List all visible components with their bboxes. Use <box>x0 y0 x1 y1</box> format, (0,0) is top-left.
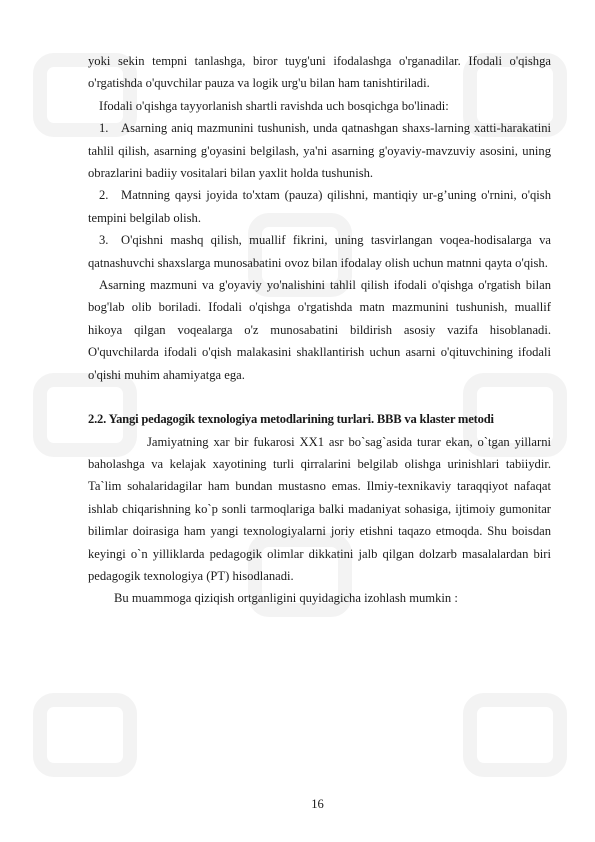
section-heading: 2.2. Yangi pedagogik texnologiya metodlarining turlari. BBB va klaster metodi <box>88 412 494 427</box>
list-number: 2. <box>99 188 109 203</box>
page-number: 16 <box>311 797 324 811</box>
list-number: 3. <box>99 233 109 248</box>
list-item-2 <box>88 184 551 229</box>
paragraph-stages-intro: Ifodali o'qishga tayyorlanish shartli ravishda uch bosqichga bo'linadi: <box>99 98 449 113</box>
list-text: O'qishni mashq qilish, muallif fikrini, uning tasvirlangan voqea-hodisalarga va qatnashuvchi shaxslarga munosabatini ovoz bilan ifodalay olish uchun matnni qayta o'qish. <box>88 233 551 270</box>
paragraph-intro: yoki sekin tempni tanlashga, biror tuyg'uni ifodalashga o'rganadilar. Ifodali o'qishga o'rgatishda o'quvchilar pauza va logik urg'u bilan ham tanishtiriladi. <box>88 54 551 91</box>
list-number: 1. <box>99 121 109 136</box>
list-text: Asarning aniq mazmunini tushunish, unda qatnashgan shaxs-larning xatti-harakatini tahlil qilish, asarning g'oyasini belgilash, ya'ni asarning g'oyaviy-mavzuviy asosini, uning obrazlarini badiiy vositalari bilan yaxlit holda tushunish. <box>88 121 551 181</box>
list-item-3 <box>88 229 551 274</box>
paragraph-section-closing: Bu muammoga qiziqish ortganligini quyidagicha izohlash mumkin : <box>114 591 458 606</box>
list-item-1 <box>88 117 551 184</box>
list-text: Matnning qaysi joyida to'xtam (pauza) qilishni, mantiqiy ur-g’uning o'rnini, o'qish tempini belgilab olish. <box>88 188 551 225</box>
paragraph-analysis: Asarning mazmuni va g'oyaviy yo'nalishini tahlil qilish ifodali o'qishga o'rgatish bilan bog'lab olib boriladi. Ifodali o'qishga o'rgatishda matn mazmunini tushunish, muallif hikoya qilgan voqealarga o'z munosabatini bildirish asosiy vazifa hisoblanadi. O'quvchilarda ifodali o'qish malakasini shakllantirish uchun asarni o'qituvchining ifodali o'qishi muhim ahamiyatga ega. <box>88 278 551 382</box>
paragraph-section-body: Jamiyatning xar bir fukarosi XX1 asr bo`sag`asida turar ekan, o`tgan yillarni baholashga va kelajak xayotining turli qirralarini belgilab olishga urinishlari tabiiydir. Ta`lim sohalaridagilar ham bundan mustasno emas. Ilmiy-texnikaviy taraqqiyot nafaqat ishlab chiqarishning ko`p sonli tarmoqlariga balki madaniyat sohasiga, ijtimoiy gumonitar bilimlar doirasiga ham yangi texnologiyalarni joriy etishni taqazo etmoqda. Shu boisdan keyingi o`n yilliklarda pedagogik olimlar dikkatini jalb qilgan dolzarb masalalardan biri pedagogik texnologiya (PT) hisodlanadi. <box>88 434 551 583</box>
document-body <box>88 50 551 610</box>
